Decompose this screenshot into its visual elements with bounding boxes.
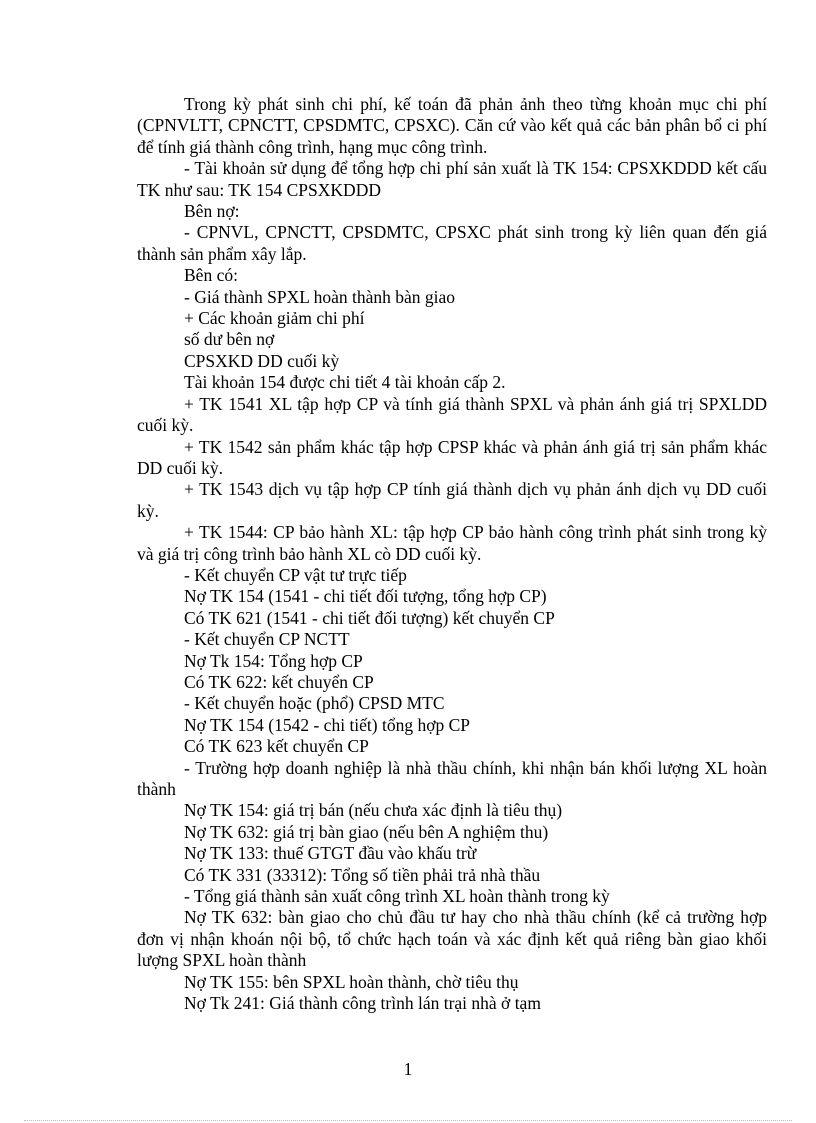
paragraph: + TK 1542 sản phẩm khác tập hợp CPSP khác và phản ánh giá trị sản phẩm khác DD cuối kỳ. xyxy=(137,436,767,478)
paragraph: Nợ Tk 241: Giá thành công trình lán trại nhà ở tạm xyxy=(184,993,541,1014)
paragraph: + TK 1543 dịch vụ tập hợp CP tính giá thành dịch vụ phản ánh dịch vụ DD cuối kỳ. xyxy=(137,479,767,521)
paragraph: Nợ TK 154 (1542 - chi tiết) tổng hợp CP xyxy=(184,714,471,735)
paragraph: Bên nợ: xyxy=(184,201,240,222)
paragraph: Nợ TK 632: giá trị bàn giao (nếu bên A nghiệm thu) xyxy=(184,821,549,842)
paragraph: - Tài khoản sử dụng để tổng hợp chi phí sản xuất là TK 154: CPSXKDDD kết cấu TK như sau: TK 154 CPSXKDDD xyxy=(137,158,767,200)
paragraph: + Các khoản giảm chi phí xyxy=(184,308,365,329)
paragraph: Có TK 621 (1541 - chi tiết đối tượng) kết chuyển CP xyxy=(184,607,555,628)
paragraph: Có TK 623 kết chuyển CP xyxy=(184,736,369,757)
paragraph: Trong kỳ phát sinh chi phí, kế toán đã phản ảnh theo từng khoản mục chi phí (CPNVLTT, CPNCTT, CPSDMTC, CPSXC). Căn cứ vào kết quả các bản phân bổ ci phí để tính giá thành công trình, hạng mục công trình. xyxy=(137,94,767,157)
paragraph: - Kết chuyển CP NCTT xyxy=(184,629,350,650)
paragraph: - CPNVL, CPNCTT, CPSDMTC, CPSXC phát sinh trong kỳ liên quan đến giá thành sản phẩm xây lắp. xyxy=(137,222,767,264)
paragraph: Nợ TK 155: bên SPXL hoàn thành, chờ tiêu thụ xyxy=(184,971,519,992)
paragraph: + TK 1544: CP bảo hành XL: tập hợp CP bảo hành công trình phát sinh trong kỳ và giá trị công trình bảo hành XL cò DD cuối kỳ. xyxy=(137,522,767,564)
paragraph: số dư bên nợ xyxy=(184,329,275,350)
paragraph: CPSXKD DD cuối kỳ xyxy=(184,350,340,371)
paragraph: - Giá thành SPXL hoàn thành bàn giao xyxy=(184,286,456,307)
paragraph: - Tổng giá thành sản xuất công trình XL hoàn thành trong kỳ xyxy=(184,886,610,907)
paragraph: Bên có: xyxy=(184,265,238,286)
page-number: 1 xyxy=(403,1059,413,1079)
paragraph: Nợ Tk 154: Tổng hợp CP xyxy=(184,650,363,671)
paragraph: Có TK 622: kết chuyển CP xyxy=(184,671,374,692)
paragraph: + TK 1541 XL tập hợp CP và tính giá thành SPXL và phản ánh giá trị SPXLDD cuối kỳ. xyxy=(137,393,767,436)
paragraph: - Trường hợp doanh nghiệp là nhà thầu chính, khi nhận bán khối lượng XL hoàn thành xyxy=(137,757,767,799)
paragraph: Nợ TK 154 (1541 - chi tiết đối tượng, tổng hợp CP) xyxy=(184,586,547,607)
page-bottom-divider xyxy=(24,1120,792,1121)
paragraph: Nợ TK 154: giá trị bán (nếu chưa xác định là tiêu thụ) xyxy=(184,800,563,821)
paragraph: - Kết chuyển hoặc (phổ) CPSD MTC xyxy=(184,693,445,714)
paragraph: Tài khoản 154 được chi tiết 4 tài khoản cấp 2. xyxy=(184,372,506,393)
document-body xyxy=(137,94,767,1014)
paragraph: - Kết chuyển CP vật tư trực tiếp xyxy=(184,564,407,585)
paragraph: Nợ TK 632: bàn giao cho chủ đầu tư hay cho nhà thầu chính (kể cả trường hợp đơn vị nhận khoán nội bộ, tổ chức hạch toán và xác định kết quả riêng bàn giao khối lượng SPXL hoàn thành xyxy=(137,907,767,971)
paragraph: Có TK 331 (33312): Tổng số tiền phải trả nhà thầu xyxy=(184,864,541,885)
paragraph: Nợ TK 133: thuế GTGT đầu vào khấu trừ xyxy=(184,843,477,864)
